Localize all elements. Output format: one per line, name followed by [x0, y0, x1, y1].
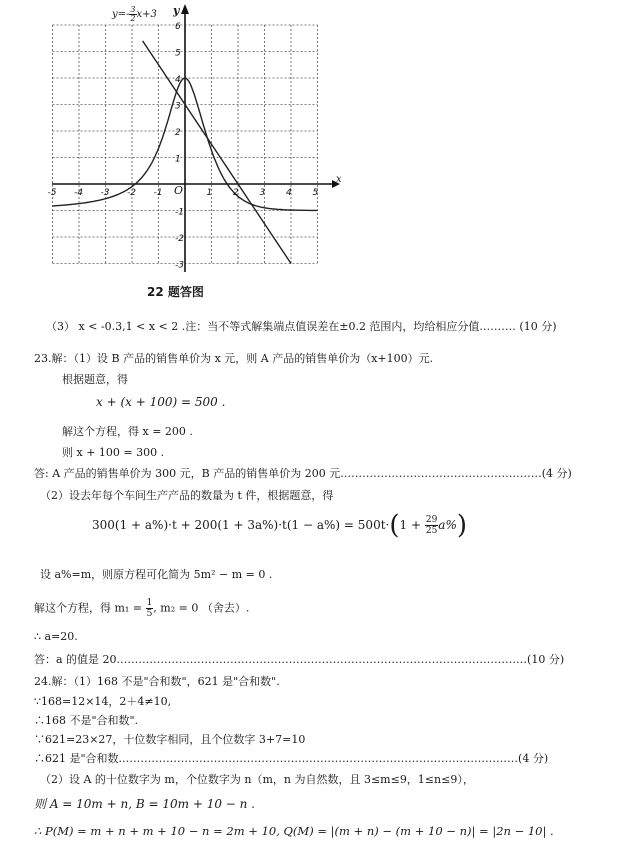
- equation-prefix: y=-: [112, 9, 130, 20]
- graph-svg: [40, 0, 340, 275]
- eq2-frac-num: 29: [425, 515, 438, 525]
- y-axis-label: y: [173, 4, 180, 17]
- q24-then: 则 A = 10m + n, B = 10m + 10 − n .: [34, 797, 255, 811]
- q24-because2: ∵621=23×27，十位数字相同，且个位数字 3+7=10: [34, 733, 306, 746]
- eq2-paren-open: (: [389, 510, 400, 541]
- equation-suffix: x+3: [136, 9, 157, 20]
- equation-num: 3: [130, 5, 136, 14]
- x-tick-label: 1: [206, 188, 213, 198]
- solve2-frac-num: 1: [146, 598, 153, 608]
- x-tick-label: 5: [312, 188, 319, 198]
- q24-part2: （2）设 A 的十位数字为 m，个位数字为 n（m，n 为自然数，且 3≤m≤9，1≤n≤9），: [40, 773, 474, 786]
- origin-label: O: [174, 184, 184, 197]
- equation-label: [112, 6, 157, 23]
- y-tick-label: -3: [175, 260, 184, 271]
- line-3-answer: （3） x < -0.3,1 < x < 2 .注：当不等式解集端点值误差在±0.2 范围内，均给相应分值.……… (10 分): [46, 320, 557, 333]
- q23-substitute: 设 a%=m，则原方程可化简为 5m² − m = 0 .: [40, 568, 273, 581]
- eq2-one-plus: 1 +: [399, 518, 422, 532]
- line-graph: [143, 41, 291, 264]
- graph-figure: [40, 0, 340, 275]
- q23-according: 根据题意，得: [62, 373, 128, 386]
- x-tick-label: 4: [286, 188, 292, 198]
- y-tick-label: -1: [175, 207, 184, 218]
- q24-therefore2: ∴621 是"合和数.………………………………………………………………………………………………(4 分): [34, 752, 549, 765]
- x-tick-label: -5: [47, 188, 57, 198]
- q23-intro: 23.解：（1）设 B 产品的销售单价为 x 元，则 A 产品的销售单价为（x+100）元.: [34, 352, 434, 365]
- solve2-left: 解这个方程，得 m₁ =: [34, 601, 143, 615]
- solve2-frac-den: 5: [146, 609, 153, 619]
- q24-intro: 24.解：（1）168 不是"合和数"，621 是"合和数".: [34, 675, 280, 688]
- y-tick-label: 2: [175, 128, 181, 138]
- y-tick-label: -2: [175, 234, 184, 244]
- x-tick-label: -3: [100, 188, 110, 198]
- q24-because1: ∵168=12×14，2＋4≠10,: [34, 695, 172, 708]
- q23-answer2: 答：a 的值是 20.…………………………………………………………………………………………………(10 分): [34, 653, 565, 666]
- q23-answer1: 答: A 产品的销售单价为 300 元，B 产品的销售单价为 200 元.………………………………………………(4 分): [34, 467, 572, 480]
- x-tick-label: -4: [74, 188, 83, 198]
- x-tick-label: -1: [153, 188, 163, 198]
- y-tick-label: 5: [175, 48, 181, 59]
- q23-part2: （2）设去年每个车间生产产品的数量为 t 件，根据题意，得: [40, 489, 334, 502]
- y-tick-label: 6: [175, 22, 181, 32]
- x-tick-label: 3: [259, 188, 266, 198]
- y-tick-label: 1: [175, 154, 181, 165]
- q23-equation: x + (x + 100) = 500 .: [96, 395, 226, 409]
- x-tick-label: 2: [233, 188, 239, 198]
- q23-then: 则 x + 100 = 300 .: [62, 446, 165, 459]
- solve2-right: , m₂ = 0 （舍去）.: [153, 601, 250, 615]
- eq2-apercent: a%: [438, 518, 457, 532]
- eq2-paren-close: ): [456, 510, 468, 541]
- x-tick-label: -2: [127, 188, 136, 198]
- q24-therefore1: ∴168 不是"合和数".: [34, 714, 139, 727]
- q23-solve2: [34, 598, 249, 619]
- x-axis-label: x: [336, 174, 342, 185]
- q23-therefore: ∴ a=20.: [34, 630, 78, 643]
- q23-solve: 解这个方程，得 x = 200 .: [62, 425, 193, 438]
- eq2-frac-den: 25: [425, 526, 438, 536]
- eq2-fraction: [425, 515, 438, 536]
- y-tick-label: 3: [175, 101, 181, 112]
- figure-caption: 22 题答图: [147, 285, 204, 299]
- q24-pq: ∴ P(M) = m + n + m + 10 − n = 2m + 10, Q(M) = |(m + n) − (m + 10 − n)| = |2n − 10| .: [34, 824, 554, 838]
- equation-fraction: [129, 6, 136, 23]
- q23-equation2: [92, 510, 468, 541]
- equation-den: 2: [130, 14, 136, 23]
- eq2-left: 300(1 + a%)·t + 200(1 + 3a%)·t(1 − a%) = 500t·: [92, 518, 390, 532]
- y-axis-arrow: [181, 4, 189, 14]
- y-tick-label: 4: [175, 75, 181, 85]
